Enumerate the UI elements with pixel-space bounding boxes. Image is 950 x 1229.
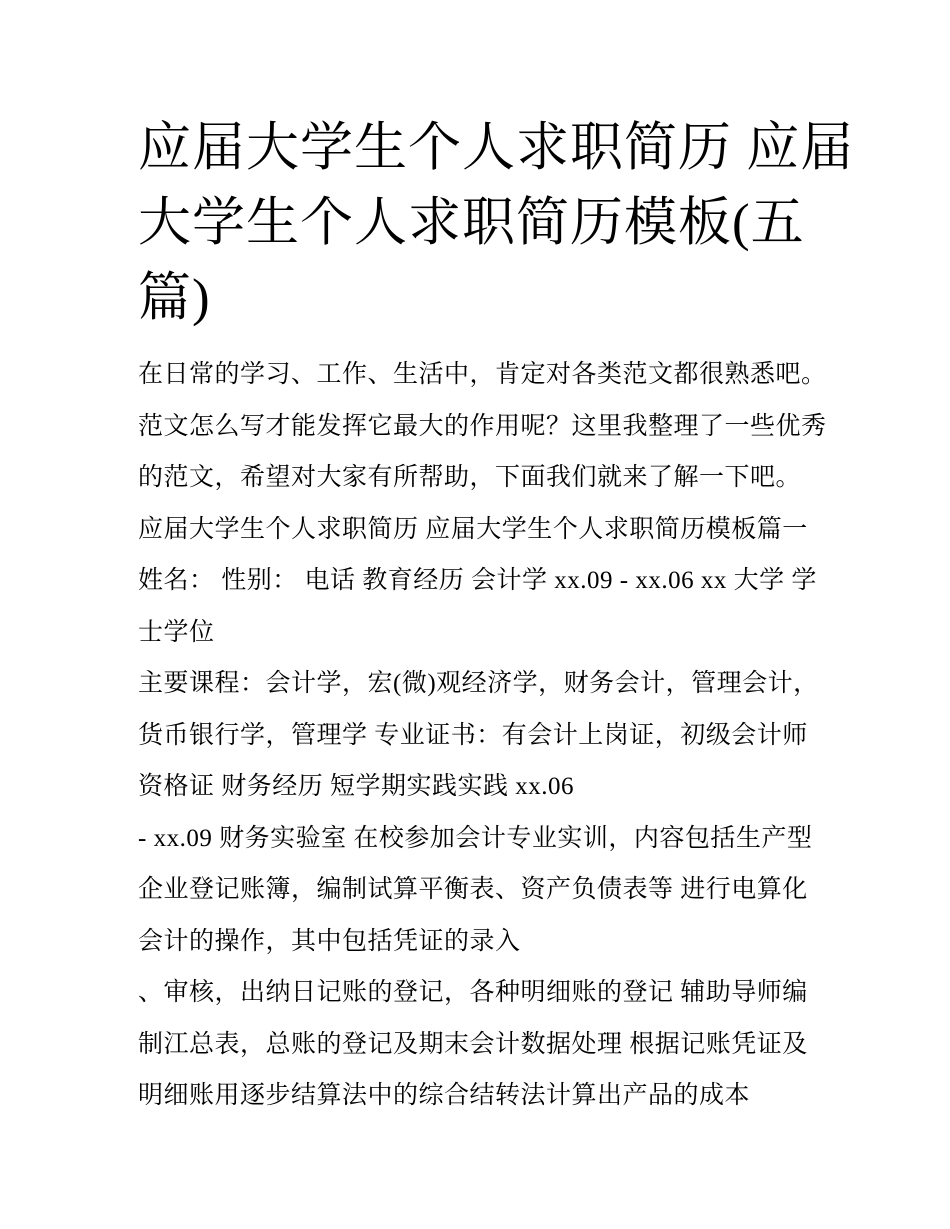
document-content — [138, 0, 898, 1122]
body-line: 范文怎么写才能发挥它最大的作用呢？这里我整理了一些优秀 — [138, 412, 827, 440]
body-line: 应届大学生个人求职简历 应届大学生个人求职简历模板篇一 — [138, 515, 808, 543]
body-line: 企业登记账簿，编制试算平衡表、资产负债表等 进行电算化 — [138, 876, 808, 903]
title-line: 应届大学生个人求职简历 应届 — [138, 119, 855, 177]
title-line: 大学生个人求职简历模板(五 — [138, 194, 805, 252]
body-line: 明细账用逐步结算法中的综合结转法计算出产品的成本 — [138, 1082, 751, 1109]
body-line: 在日常的学习、工作、生活中，肯定对各类范文都很熟悉吧。 — [138, 361, 827, 388]
body-line: 资格证 财务经历 短学期实践实践 xx.06 — [138, 773, 575, 800]
body-line: 的范文，希望对大家有所帮助，下面我们就来了解一下吧。 — [138, 464, 802, 491]
body-line: - xx.09 财务实验室 在校参加会计专业实训，内容包括生产型 — [138, 824, 813, 852]
body-line: 主要课程：会计学，宏(微)观经济学，财务会计，管理会计， — [138, 670, 819, 697]
body-line: 制江总表，总账的登记及期末会计数据处理 根据记账凭证及 — [138, 1030, 808, 1058]
document-body — [138, 349, 898, 1122]
document-title — [138, 0, 898, 336]
body-line: 会计的操作，其中包括凭证的录入 — [138, 927, 521, 955]
body-line: 姓名： 性别： 电话 教育经历 会计学 xx.09 - xx.06 xx 大学 学 — [138, 567, 817, 594]
title-line: 篇) — [138, 269, 211, 327]
body-line: 、审核，出纳日记账的登记，各种明细账的登记 辅助导师编 — [138, 979, 808, 1006]
body-line: 货币银行学，管理学 专业证书：有会计上岗证，初级会计师 — [138, 721, 808, 749]
body-line: 士学位 — [138, 618, 215, 646]
